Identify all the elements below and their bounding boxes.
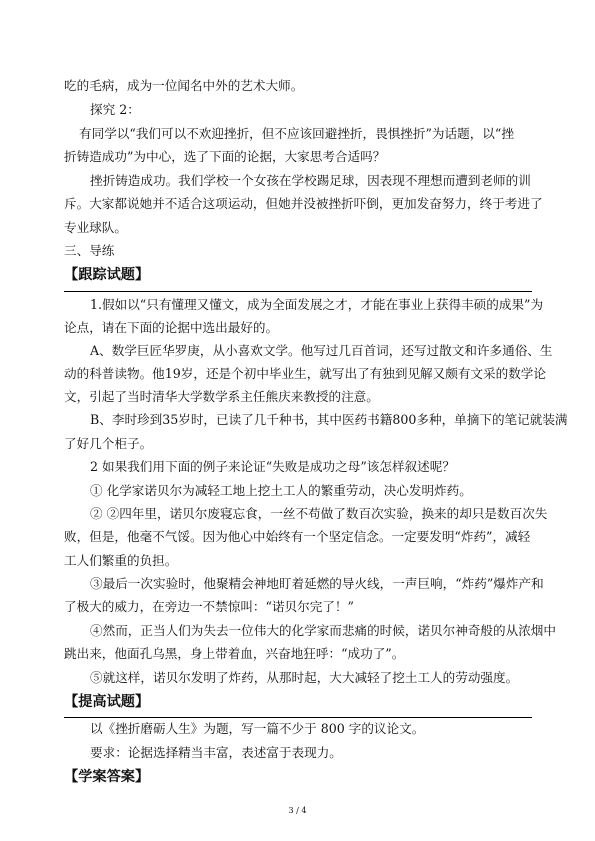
option-b-line2: 了好几个柜子。 [64,436,153,451]
option-a-line3: 文，引起了当时清华大学数学系主任熊庆来教授的注意。 [64,389,379,404]
section-divider [64,291,532,292]
explore2-para2-line1: 挫折铸造成功。我们学校一个女孩在学校踢足球，因表现不理想而遭到老师的训 [90,173,531,188]
sentence3-line2: 了极大的威力，在旁边一不禁惊叫：“诺贝尔完了！” [64,599,354,614]
essay-task-line: 以《挫折磨砺人生》为题，写一篇不少于 800 字的议论文。 [90,721,425,736]
option-b-line1: B、李时珍到35岁时，已读了几千种书，其中医药书籍800多种，单摘下的笔记就装满 [90,412,568,427]
question1-line2: 论点，请在下面的论据中选出最好的。 [64,320,279,335]
sentence5-line: ⑤就这样，诺贝尔发明了炸药，从那时起，大大减轻了挖土工人的劳动强度。 [90,670,519,685]
explore2-para2-line2: 斥。大家都说她并不适合这项运动，但她并没被挫折吓倒，更加发奋努力，终于考进了 [64,196,543,211]
page-number: 3 / 4 [288,806,307,815]
sentence1-line: ① 化学家诺贝尔为减轻工地上挖土工人的繁重劳动，决心发明炸药。 [90,483,472,498]
sentence3-line1: ③最后一次实验时，他聚精会神地盯着延燃的导火线，一声巨响，“炸药”爆炸产和 [90,576,544,591]
sentence4-line2: 跳出来，他面孔乌黑，身上带着血，兴奋地狂呼：“成功了”。 [64,646,405,661]
explore2-para1-line2: 折铸造成功”为中心，选了下面的论据，大家思考合适吗？ [64,149,386,164]
option-a-line2: 动的科普读物。他19岁，还是个初中毕业生，就写出了有独到见解又颇有文采的数学论 [64,366,546,381]
improvement-questions-heading: 【提高试题】 [64,694,150,710]
essay-requirement-line: 要求：论据选择精当丰富，表述富于表现力。 [90,745,342,760]
option-a-line1: A、数学巨匠华罗庚，从小喜欢文学。他写过几百首词，还写过散文和许多通俗、生 [90,343,553,358]
section-divider [64,717,532,718]
question1-line1: 1.假如以“只有懂理又懂文，成为全面发展之才，才能在事业上获得丰硕的成果”为 [90,297,544,312]
explore2-title: 探究 2： [90,102,140,117]
answers-heading: 【学案答案】 [64,769,150,785]
tracking-questions-heading: 【跟踪试题】 [64,267,150,283]
sentence4-line1: ④然而，正当人们为失去一位伟大的化学家而悲痛的时候，诺贝尔神奇般的从浓烟中 [90,623,556,638]
question2-line: 2 如果我们用下面的例子来论证“失败是成功之母”该怎样叙述呢？ [90,459,455,474]
section-three-heading: 三、导练 [64,243,115,258]
intro-tail-line: 吃的毛病，成为一位闻名中外的艺术大师。 [64,78,304,93]
explore2-para1-line1: 有同学以“我们可以不欢迎挫折，但不应该回避挫折，畏惧挫折”为话题，以“挫 [79,126,514,141]
sentence2-line2: 败，但是，他毫不气馁。因为他心中始终有一个坚定信念。一定要发明“炸药”，减轻 [64,529,531,544]
sentence2-line1: ② ②四年里，诺贝尔废寝忘食，一丝不苟做了数百次实验，换来的却只是数百次失 [90,506,548,521]
explore2-para2-line3: 专业球队。 [64,220,127,235]
sentence2-line3: 工人们繁重的负担。 [64,553,178,568]
